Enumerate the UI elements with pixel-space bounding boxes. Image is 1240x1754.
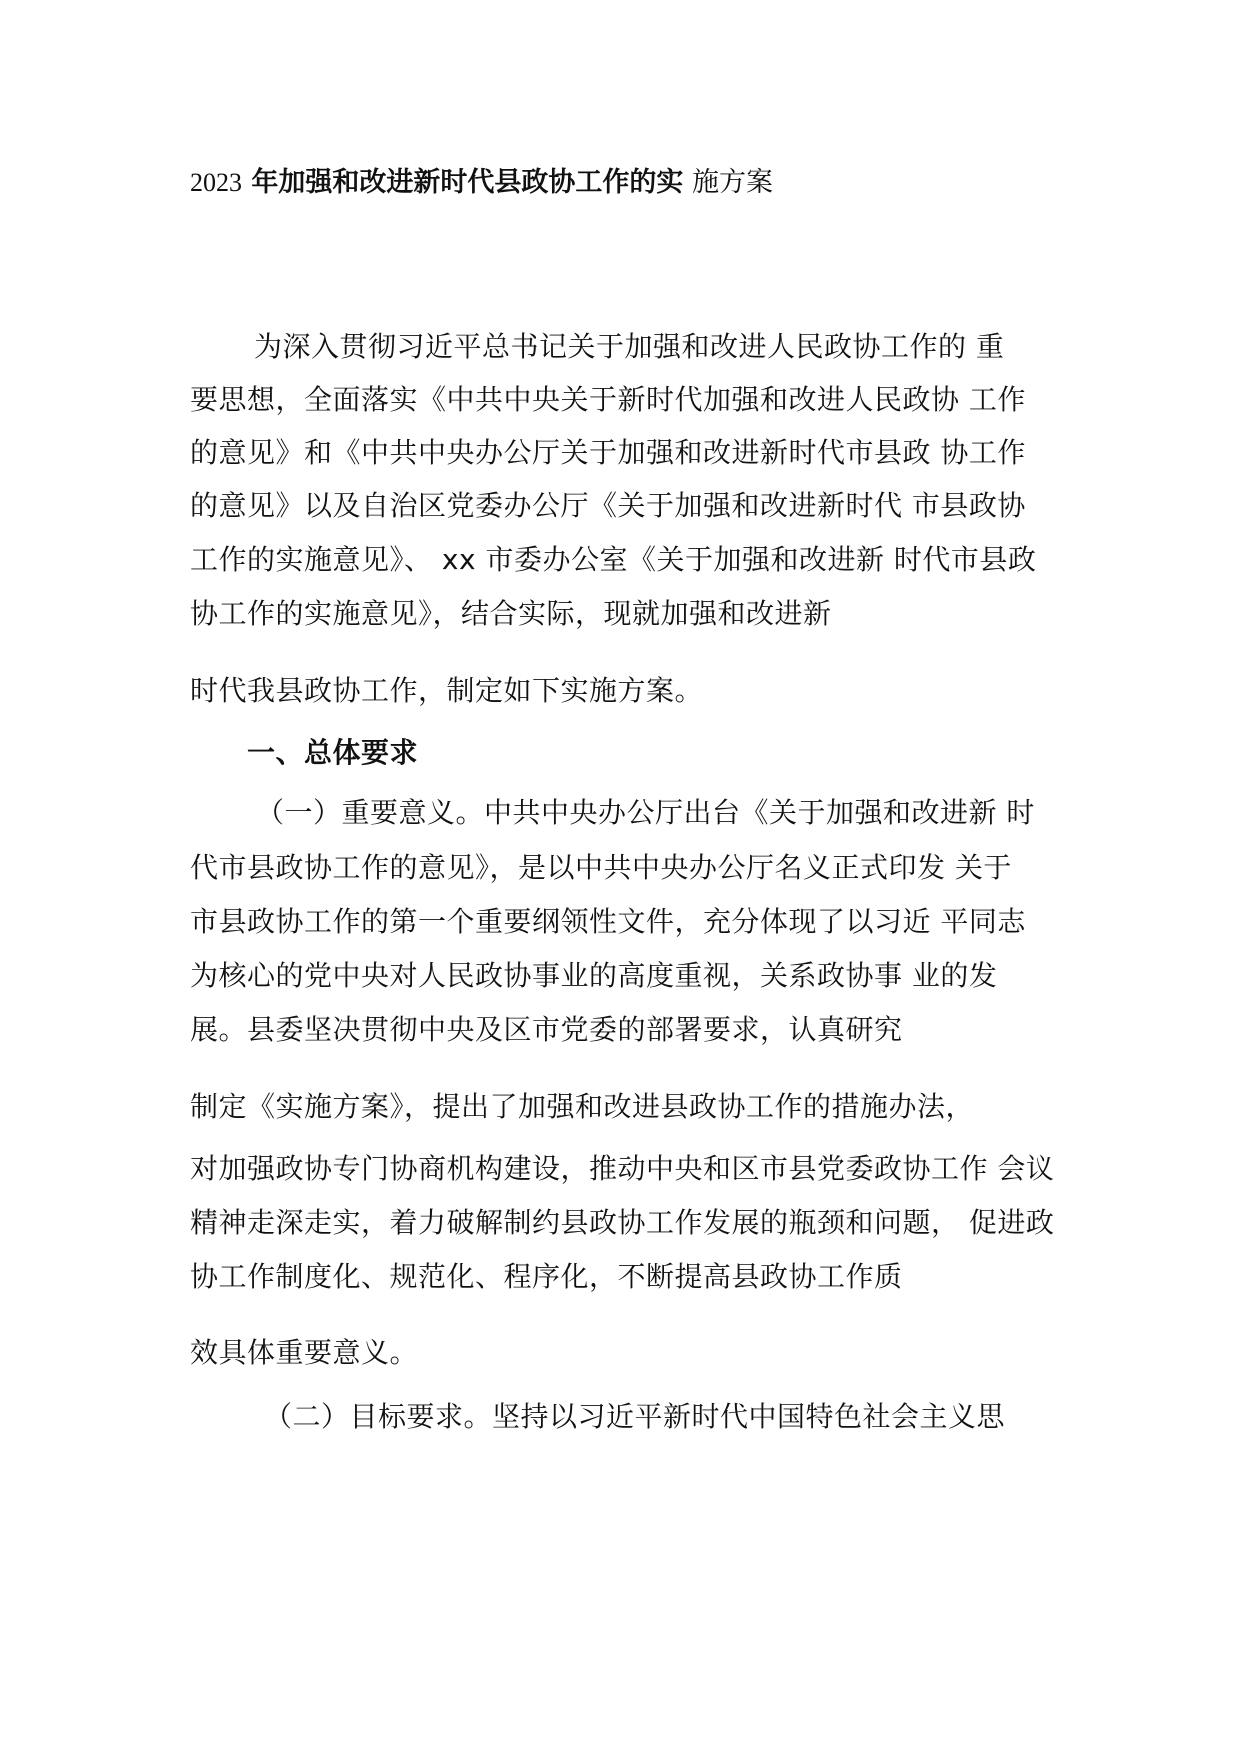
paragraph-1-line-6: 协工作的实施意见》，结合实际，现就加强和改进新 bbox=[190, 597, 832, 630]
paragraph-1-line-3: 的意见》和《中共中央办公厅关于加强和改进新时代市县政 协工作 bbox=[190, 436, 1026, 469]
section-heading-1: 一、总体要求 bbox=[247, 736, 419, 769]
title-normal-part: 施方案 bbox=[683, 167, 773, 198]
paragraph-1-line-4: 的意见》以及自治区党委办公厅《关于加强和改进新时代 市县政协 bbox=[190, 489, 1026, 522]
title-year: 2023 bbox=[190, 168, 242, 197]
paragraph-2-line-8: 精神走深走实，着力破解制约县政协工作发展的瓶颈和问题， 促进政 bbox=[190, 1206, 1055, 1239]
paragraph-1-line-7: 时代我县政协工作，制定如下实施方案。 bbox=[190, 674, 704, 707]
paragraph-2-line-3: 市县政协工作的第一个重要纲领性文件，充分体现了以习近 平同志 bbox=[190, 905, 1026, 938]
paragraph-2-line-6: 制定《实施方案》，提出了加强和改进县政协工作的措施办法， bbox=[190, 1090, 975, 1123]
paragraph-2-line-9: 协工作制度化、规范化、程序化，不断提高县政协工作质 bbox=[190, 1260, 903, 1293]
paragraph-2-line-4: 为核心的党中央对人民政协事业的高度重视，关系政协事 业的发 bbox=[190, 959, 998, 992]
paragraph-1-line-2: 要思想，全面落实《中共中央关于新时代加强和改进人民政协 工作 bbox=[190, 383, 1026, 416]
paragraph-2-line-2: 代市县政协工作的意见》，是以中共中央办公厅名义正式印发 关于 bbox=[190, 851, 1012, 884]
paragraph-2-line-10: 效具体重要意义。 bbox=[190, 1336, 419, 1369]
paragraph-2-line-1: （一）重要意义。中共中央办公厅出台《关于加强和改进新 时 bbox=[256, 796, 1035, 829]
title-bold-part: 年加强和改进新时代县政协工作的实 bbox=[242, 167, 684, 198]
paragraph-2-line-5: 展。县委坚决贯彻中央及区市党委的部署要求，认真研究 bbox=[190, 1013, 903, 1046]
paragraph-1-line-5: 工作的实施意见》、 xx 市委办公室《关于加强和改进新 时代市县政 bbox=[190, 543, 1037, 576]
paragraph-1-line-1: 为深入贯彻习近平总书记关于加强和改进人民政协工作的 重 bbox=[254, 330, 1005, 363]
document-title bbox=[190, 166, 773, 200]
paragraph-2-line-7: 对加强政协专门协商机构建设，推动中央和区市县党委政协工作 会议 bbox=[190, 1152, 1055, 1185]
paragraph-3-line-1: （二）目标要求。坚持以习近平新时代中国特色社会主义思 bbox=[264, 1400, 1006, 1433]
